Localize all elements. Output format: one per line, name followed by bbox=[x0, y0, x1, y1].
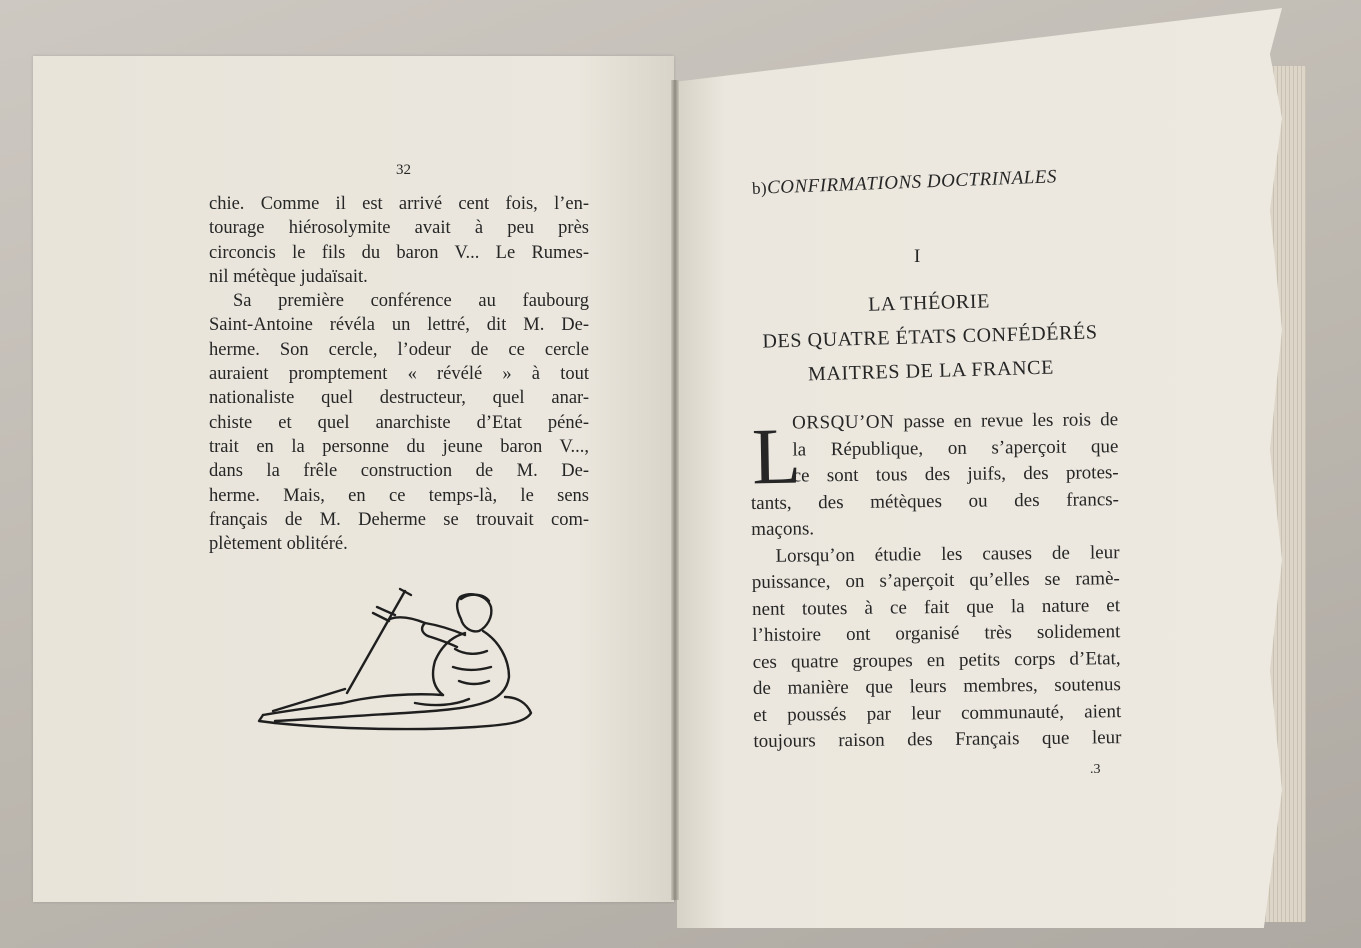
section-prefix: b) bbox=[751, 178, 768, 198]
text-line: nil métèque judaïsait. bbox=[209, 266, 368, 287]
text-line: trait en la personne du jeune baron V..., bbox=[209, 436, 589, 457]
text-line: ces quatre groupes en petits corps d’Etat, bbox=[752, 647, 1121, 673]
text-line: herme. Son cercle, l’odeur de ce cercle bbox=[209, 339, 589, 360]
text-line: Saint-Antoine révéla un lettré, dit M. De- bbox=[209, 315, 589, 336]
text-line: français de M. Deherme se trouvait com- bbox=[209, 509, 589, 530]
chapter-title-line: LA THÉORIE bbox=[867, 290, 991, 316]
text-line: herme. Mais, en ce temps-là, le sens bbox=[209, 485, 589, 506]
text-line: ORSQU’ON passe en revue les rois de bbox=[792, 409, 1119, 434]
text-line: dans la frêle construction de M. De- bbox=[209, 461, 589, 482]
text-line: tourage hiérosolymite avait à peu près bbox=[209, 218, 589, 239]
book-gutter bbox=[671, 80, 679, 900]
chapter-title-line: DES QUATRE ÉTATS CONFÉDÉRÉS bbox=[762, 321, 1098, 353]
text-line: Sa première conférence au faubourg bbox=[233, 291, 589, 312]
text-line: circoncis le fils du baron V... Le Rumes- bbox=[209, 242, 589, 263]
text-line: toujours raison des Français que leur bbox=[753, 727, 1122, 752]
text-line: nent toutes à ce fait que la nature et bbox=[751, 594, 1121, 620]
text-line: et poussés par leur communauté, aient bbox=[753, 700, 1122, 726]
text-line: de manière que leurs membres, soutenus bbox=[752, 674, 1121, 699]
right-page-text bbox=[750, 407, 1122, 755]
text-line: la République, on s’aperçoit que bbox=[792, 435, 1119, 461]
text-line: Lorsqu’on étudie les causes de leur bbox=[775, 541, 1120, 567]
text-line: l’histoire ont organisé très solidement bbox=[752, 621, 1121, 646]
text-line: maçons. bbox=[751, 518, 815, 540]
text-line: puissance, on s’aperçoit qu’elles se ramè- bbox=[751, 568, 1120, 593]
left-page-number: 32 bbox=[396, 162, 411, 178]
text-line: nationaliste quel destructeur, quel anar- bbox=[209, 388, 589, 409]
chapter-number: I bbox=[914, 246, 921, 267]
chapter-title bbox=[739, 281, 1122, 394]
text-line: chie. Comme il est arrivé cent fois, l’en- bbox=[209, 194, 589, 214]
signature-mark: .3 bbox=[1090, 762, 1101, 777]
text-line: tants, des métèques ou des francs- bbox=[750, 488, 1120, 514]
left-page-text bbox=[209, 192, 589, 556]
text-line: auraient promptement « révélé » à tout bbox=[209, 364, 589, 385]
text-line: plètement oblitéré. bbox=[209, 534, 348, 555]
reclining-warrior-illustration bbox=[255, 585, 535, 735]
chapter-title-line: MAITRES DE LA FRANCE bbox=[807, 356, 1055, 386]
drop-cap: L bbox=[751, 412, 802, 502]
first-word: ORSQU’ON bbox=[792, 411, 895, 434]
text-line: ce sont tous des juifs, des protes- bbox=[792, 462, 1119, 487]
section-title: CONFIRMATIONS DOCTRINALES bbox=[766, 166, 1058, 199]
text-line: chiste et quel anarchiste d’Etat péné- bbox=[209, 412, 589, 433]
